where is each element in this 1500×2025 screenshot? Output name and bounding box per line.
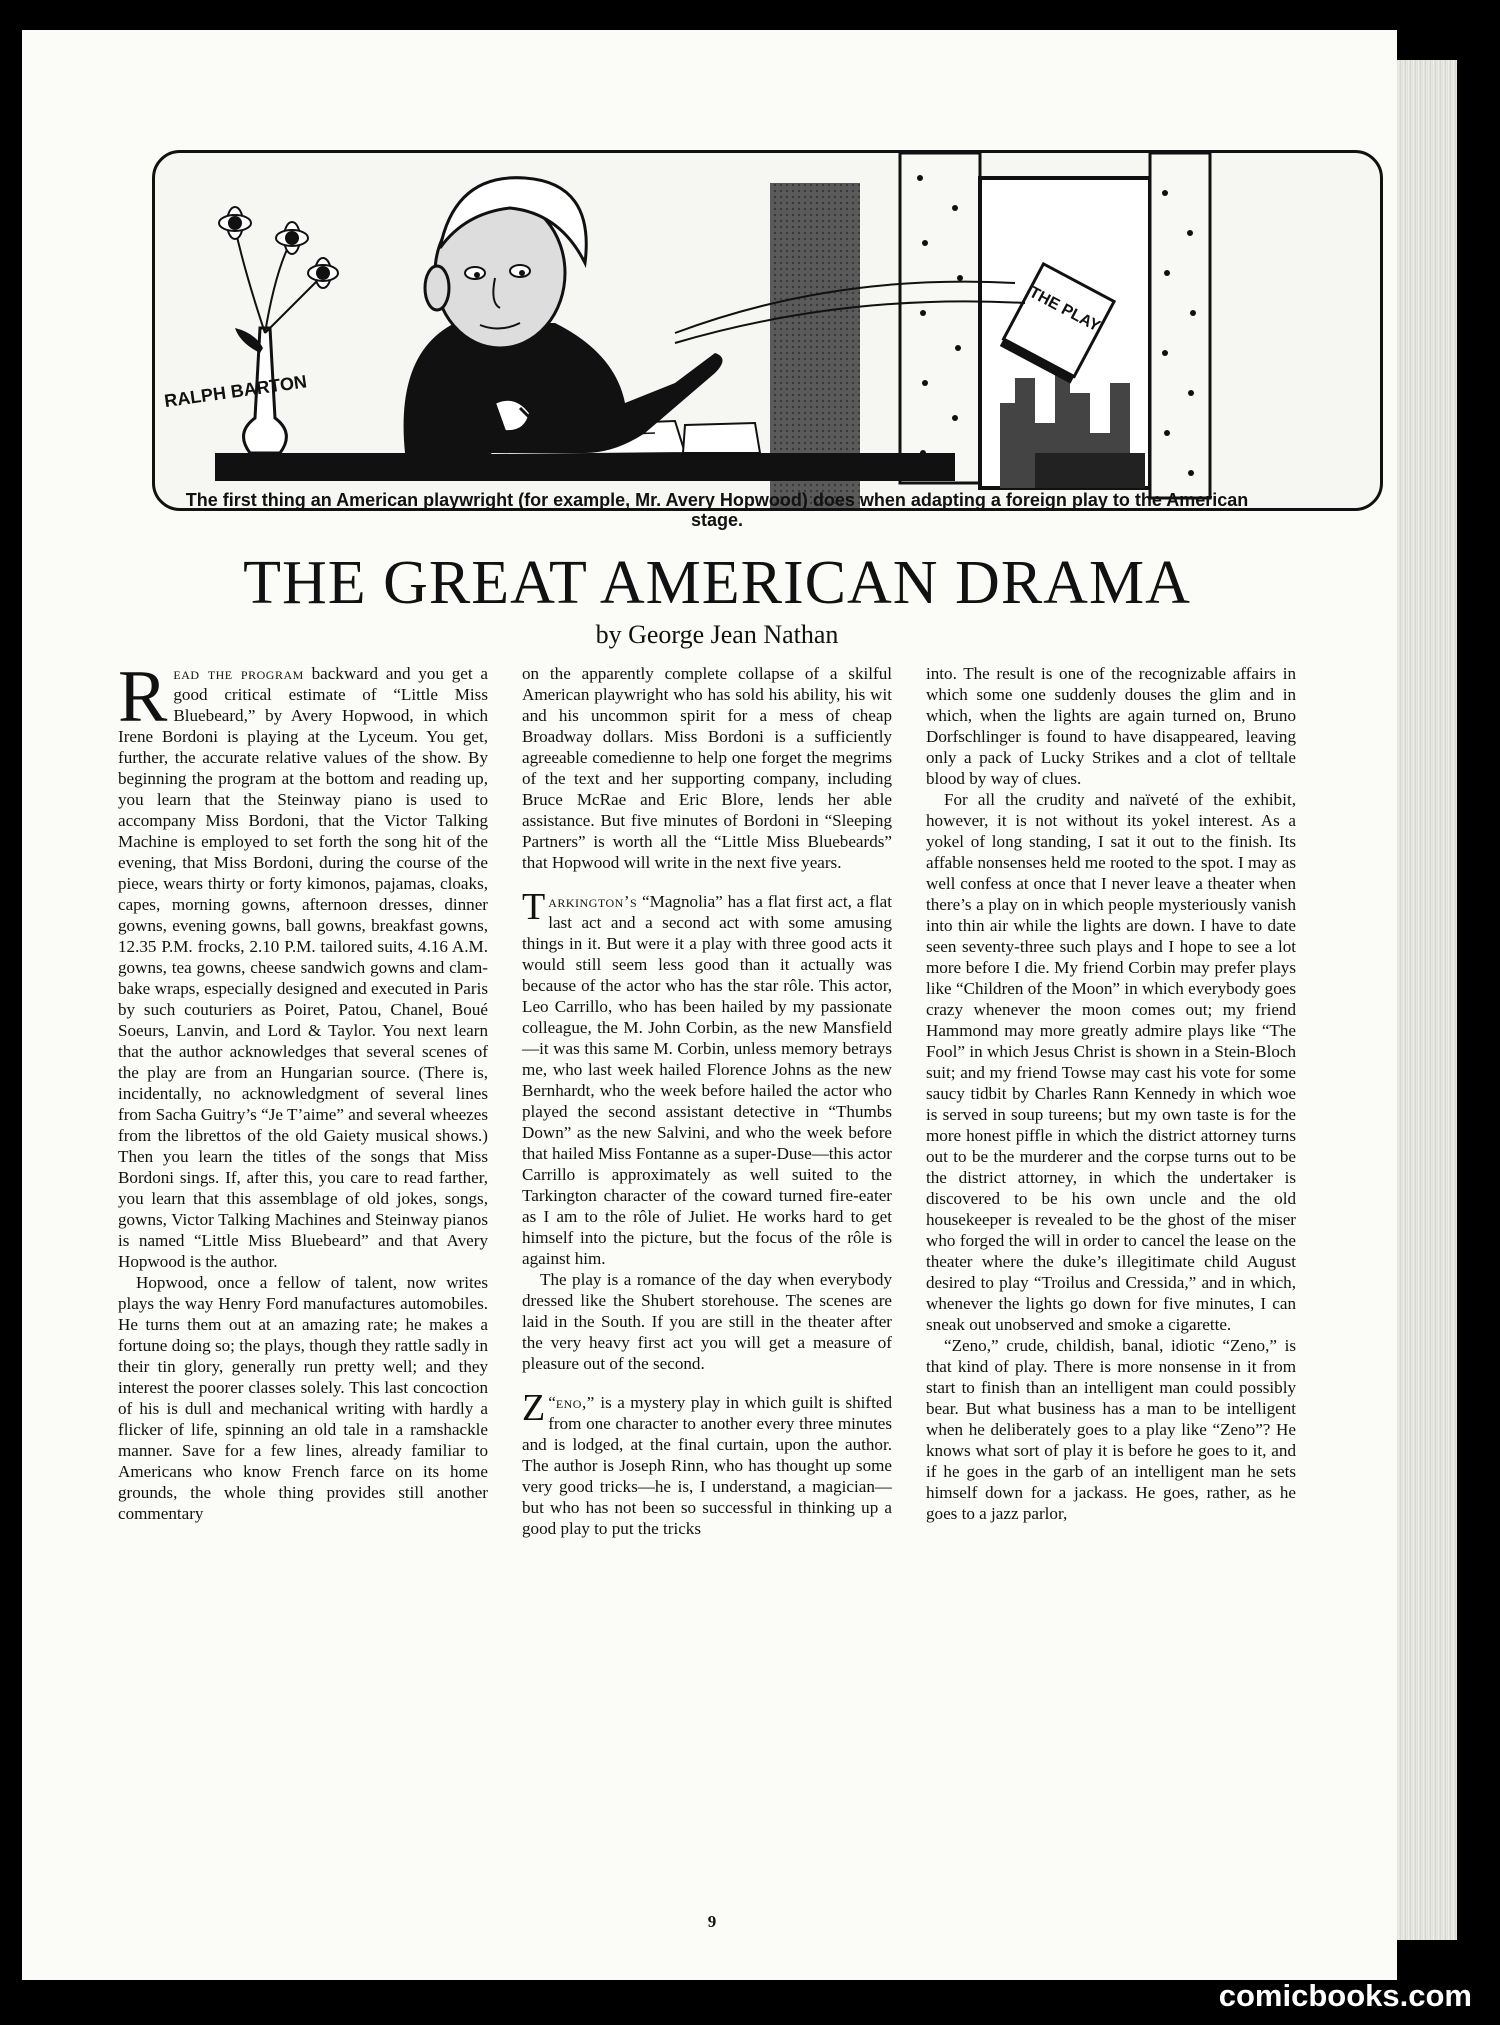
paragraph (118, 656, 488, 1272)
paragraph: The play is a romance of the day when everybody dressed like the Shubert storehouse. The scenes are laid in the South. If you are still in the theater after the very heavy first act you will get a measure of pleasure out of the second. (522, 1270, 892, 1373)
artist-signature: RALPH BARTON (163, 371, 309, 412)
lead-in: eno,” (555, 1393, 595, 1412)
drop-cap: T (522, 886, 546, 928)
open-quote: “ (548, 1393, 556, 1412)
paragraph (522, 1387, 892, 1539)
paragraph: on the apparently complete collapse of a skilful American playwright who has sold his ability, his wit and his uncommon spirit for a mess of cheap Broadway dollars. Miss Bordoni is a sufficiently agreeable comedienne to help one forget the megrims of the text and her supporting company, including Bruce McRae and Eric Blore, lends her able assistance. But five minutes of Bordoni in “Sleeping Partners” is worth all the “Little Miss Bluebeards” that Hopwood will write in the next five years. (522, 664, 892, 872)
cartoon-drawing (155, 153, 1380, 508)
cartoon-caption: The first thing an American playwright (for example, Mr. Avery Hopwood) does when adapting a foreign play to the American stage. (185, 490, 1249, 530)
paragraph-text: “Magnolia” has a flat first act, a flat last act and a second act with some amusing things in it. But were it a play with three good acts it would still seem less good than it actually was because of the actor who has the star rôle. This actor, Leo Carrillo, who has been hailed by my passionate colleague, the M. John Corbin, as the new Mansfield—it was this same M. Corbin, unless memory betrays me, who last week hailed Florence Johns as the new Bernhardt, who the week before hailed the actor who played the second assistant detective in “Thumbs Down” as the new Salvini, and who the week before that hailed Miss Fontanne as a super-Duse—this actor Carrillo is approximately as well suited to the Tarkington character of the coward turned fire-eater as I am to the rôle of Juliet. He works hard to get himself into the picture, but the focus of the rôle is against him. (522, 892, 892, 1268)
article-column-2 (522, 663, 892, 1539)
magazine-page (22, 30, 1397, 1980)
paragraph: “Zeno,” crude, childish, banal, idiotic “Zeno,” is that kind of play. There is more nonsense in it from start to finish than an intelligent man could possibly bear. But what business has a man to be intelligent when he deliberately goes to a play like “Zeno”? He knows what sort of play it is before he goes to it, and if he goes in the garb of an intelligent man he sets himself down for a jackass. He goes, rather, as he goes to a jazz parlor, (926, 1336, 1296, 1523)
paragraph-text: is a mystery play in which guilt is shifted from one character to another every three minutes and is lodged, at the final curtain, upon the author. The author is Joseph Rinn, who has thought up some very good tricks—he is, I understand, a magician—but who has not been so successful in thinking up a good play to put the tricks (522, 1393, 892, 1538)
article-column-3 (926, 663, 1296, 1524)
drop-cap: R (118, 656, 168, 738)
drop-cap: Z (522, 1387, 546, 1429)
lead-in: arkington’s (548, 892, 638, 911)
paragraph: For all the crudity and naïveté of the exhibit, however, it is not without its yokel interest. As a yokel of long standing, I sat it out to the finish. Its affable nonsenses held me rooted to the spot. I may as well confess at once that I never leave a theater when there’s a play on in which people mysteriously vanish into thin air while the lights are down. I have to date seen seventy-three such plays and I hope to see a lot more before I die. My friend Corbin may prefer plays like “Children of the Moon” in which everybody goes crazy whenever the moon comes out; my friend Hammond may more greatly admire plays like “The Fool” in which Jesus Christ is shown in a Stein-Bloch suit; and my friend Towse may cast his vote for some saucy tidbit by Charles Rann Kennedy in which woe is served in soup tureens; but my own taste is for the more honest piffle in which the district attorney turns out to be the murderer and the corpse turns out to be the district attorney, in which the undertaker is discovered to be his own uncle and the old housekeeper is revealed to be the ghost of the miser who forged the will in order to cancel the lease on the theater where the duke’s illegitimate child August desired to play “Troilus and Cressida,” and in which, whenever the lights go down for five minutes, I can sneak out unobserved and smoke a cigarette. (926, 790, 1296, 1334)
lead-in: ead the program (173, 664, 304, 683)
book-label: THE PLAY (1026, 283, 1103, 336)
paragraph: Hopwood, once a fellow of talent, now writes plays the way Henry Ford manufactures automobiles. He turns them out at an amazing rate; he makes a fortune doing so; the plays, though they rattle sadly in their tin glory, generally run pretty well; and they interest the poorer classes solely. This last concoction of his is dull and mechanical writing with hardly a flicker of life, spinning an old tale in a ramshackle manner. Save for a few lines, already familiar to Americans who know French farce on its home grounds, the whole thing provides still another commentary (118, 1273, 488, 1523)
article-byline: by George Jean Nathan (595, 620, 839, 649)
cartoon-illustration (152, 150, 1383, 511)
paragraph-text: backward and you get a good critical estimate of “Little Miss Bluebeard,” by Avery Hopwood, in which Irene Bordoni is playing at the Lyceum. You get, further, the accurate relative values of the show. By beginning the program at the bottom and reading up, you learn that the Steinway piano is used to accompany Miss Bordoni, that the Victor Talking Machine is employed to set forth the song hit of the evening, that Miss Bordoni, during the course of the piece, wears thirty or forty kimonos, pajamas, cloaks, capes, morning gowns, afternoon dresses, dinner gowns, evening gowns, ball gowns, breakfast gowns, 12.35 P.M. frocks, 2.10 P.M. tailored suits, 4.16 A.M. gowns, tea gowns, cheese sandwich gowns and clam-bake wraps, especially designed and executed in Paris by such couturiers as Poiret, Patou, Chanel, Boué Soeurs, Lanvin, and Lord & Taylor. You next learn that the author acknowledges that several scenes of the play are from an Hungarian source. (There is, incidentally, no acknowledgment of several lines from Sacha Guitry’s “Je T’aime” and several wheezes from the librettos of the old Gaiety musical shows.) Then you learn the titles of the songs that Miss Bordoni sings. If, after this, you care to read farther, you learn that this assemblage of old jokes, songs, gowns, Victor Talking Machines and Steinway pianos is named “Little Miss Bluebeard” and that Avery Hopwood is the author. (118, 664, 488, 1271)
page-edge-stack (1397, 60, 1457, 1940)
page-number: 9 (707, 1912, 717, 1931)
paragraph: into. The result is one of the recognizable affairs in which some one suddenly douses the glim and in which, when the lights are again turned on, Bruno Dorfschlinger is found to have disappeared, leaving only a pack of Lucky Strikes and a clot of telltale blood by way of clues. (926, 664, 1296, 788)
source-watermark: comicbooks.com (1218, 1978, 1472, 2013)
article-column-1 (118, 656, 488, 1524)
paragraph (522, 886, 892, 1269)
article-headline: THE GREAT AMERICAN DRAMA (243, 549, 1191, 617)
